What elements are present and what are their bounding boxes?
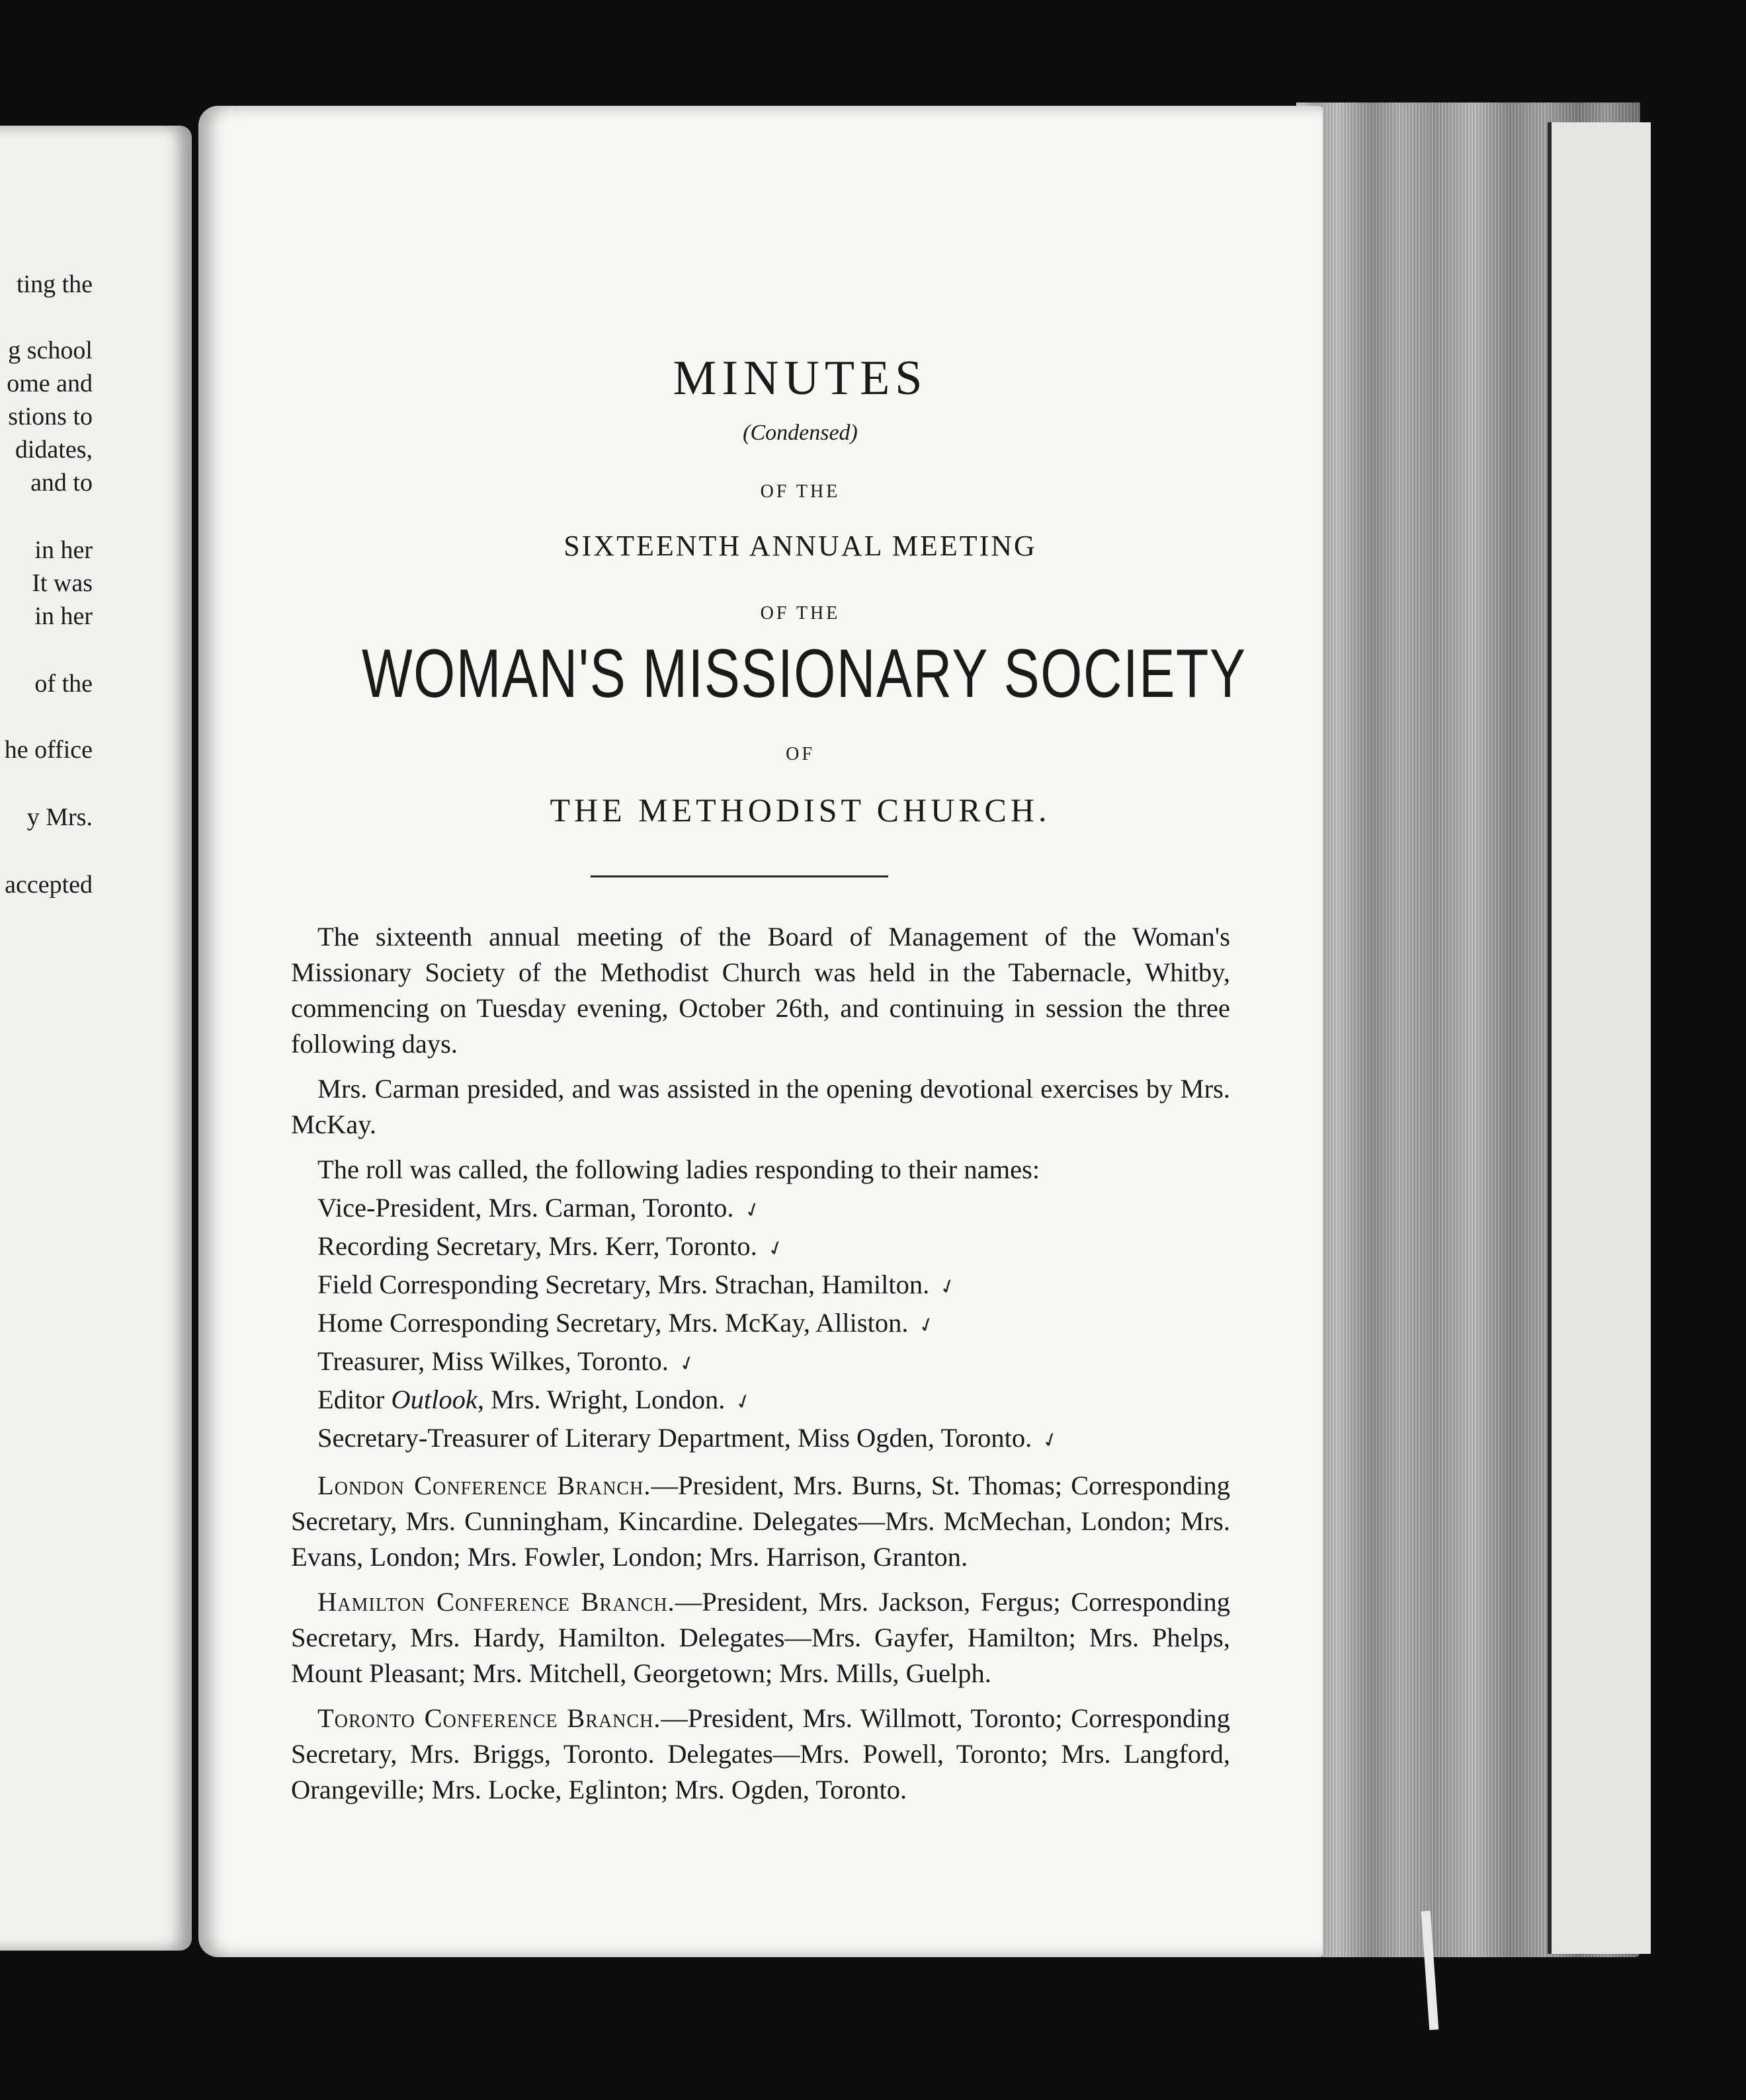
paragraph-presided: Mrs. Carman presided, and was assisted in the opening devotional exercises by Mrs. McKay. xyxy=(291,1074,1230,1139)
london-branch-heading: London Conference Branch. xyxy=(317,1471,651,1500)
left-page-line: in her xyxy=(34,536,93,564)
roll-item-text: Secretary-Treasurer of Literary Department, Miss Ogden, Toronto. xyxy=(317,1423,1032,1453)
left-facing-page xyxy=(0,126,192,1951)
left-page-line: and to xyxy=(30,469,93,497)
check-mark-icon: ✓ xyxy=(675,1350,699,1377)
roll-item-text: Vice-President, Mrs. Carman, Toronto. xyxy=(317,1193,734,1223)
paragraph-london-branch xyxy=(291,1468,1230,1575)
check-mark-icon: ✓ xyxy=(732,1389,756,1416)
roll-item xyxy=(317,1382,1230,1420)
london-branch-text: —President, Mrs. Burns, St. Thomas; Corresponding Secretary, Mrs. Cunningham, Kincardine. Delegates—Mrs. McMechan, London; Mrs. Evans, London; Mrs. Fowler, London; Mrs. Harrison, Granton. xyxy=(291,1471,1231,1572)
title-of-the: OF THE xyxy=(760,481,841,502)
left-page-line: stions to xyxy=(8,403,93,430)
left-page-line: accepted xyxy=(5,871,93,899)
title-society: WOMAN'S MISSIONARY SOCIETY xyxy=(362,635,1247,712)
check-mark-icon: ✓ xyxy=(915,1312,939,1339)
title-condensed: (Condensed) xyxy=(743,421,858,445)
paragraph-opening: The sixteenth annual meeting of the Board of Management of the Woman's Missionary Society of the Methodist Church was held in the Tabernacle, Whitby, commencing on Tuesday evening, October 26th, and continuing in session the three following days. xyxy=(291,922,1230,1059)
roll-item xyxy=(317,1420,1230,1459)
check-mark-icon: ✓ xyxy=(764,1235,788,1262)
left-page-line: he office xyxy=(4,736,93,764)
title-meeting: SIXTEENTH ANNUAL MEETING xyxy=(563,530,1037,562)
left-page-line: ome and xyxy=(7,370,93,397)
paragraph-toronto-branch xyxy=(291,1701,1230,1808)
title-of-the-2: OF THE xyxy=(760,603,841,624)
hamilton-branch-heading: Hamilton Conference Branch. xyxy=(317,1587,675,1617)
left-page-line: g school xyxy=(8,337,93,364)
roll-item-editor-prefix: Editor xyxy=(317,1385,392,1414)
left-page-line: in her xyxy=(34,602,93,630)
left-page-line: didates, xyxy=(15,436,93,464)
roll-item-editor-title: Outlook xyxy=(391,1385,478,1414)
check-mark-icon: ✓ xyxy=(936,1273,960,1301)
title-church: THE METHODIST CHURCH. xyxy=(550,791,1051,828)
toronto-branch-heading: Toronto Conference Branch. xyxy=(317,1703,661,1733)
toronto-branch-text: —President, Mrs. Willmott, Toronto; Corresponding Secretary, Mrs. Briggs, Toronto. Delegates—Mrs. Powell, Toronto; Mrs. Langford, Orangeville; Mrs. Locke, Eglinton; Mrs. Ogden, Toronto. xyxy=(291,1703,1230,1804)
check-mark-icon: ✓ xyxy=(1039,1427,1063,1454)
roll-item-text: Field Corresponding Secretary, Mrs. Strachan, Hamilton. xyxy=(317,1270,930,1299)
left-page-line: It was xyxy=(32,569,93,597)
title-rule xyxy=(591,875,888,877)
left-page-line: ting the xyxy=(16,270,93,298)
title-of: OF xyxy=(786,744,815,764)
title-minutes: MINUTES xyxy=(673,351,928,405)
left-page-line: y Mrs. xyxy=(26,803,93,831)
paragraph-hamilton-branch xyxy=(291,1584,1230,1691)
roll-item xyxy=(317,1267,1230,1305)
left-page-line: of the xyxy=(34,670,93,698)
roll-item-text: Recording Secretary, Mrs. Kerr, Toronto. xyxy=(317,1231,757,1261)
paragraph-roll-call: The roll was called, the following ladies responding to their names: xyxy=(317,1154,1040,1184)
roll-item-text: Home Corresponding Secretary, Mrs. McKay, Alliston. xyxy=(317,1308,909,1338)
minutes-body xyxy=(291,919,1230,1817)
hamilton-branch-text: —President, Mrs. Jackson, Fergus; Corresponding Secretary, Mrs. Hardy, Hamilton. Delegates—Mrs. Gayfer, Hamilton; Mrs. Phelps, Mount Pleasant; Mrs. Mitchell, Georgetown; Mrs. Mills, Guelph. xyxy=(291,1587,1230,1688)
roll-item xyxy=(317,1344,1230,1382)
roll-item xyxy=(317,1190,1230,1229)
roll-item-text: Treasurer, Miss Wilkes, Toronto. xyxy=(317,1346,669,1376)
check-mark-icon: ✓ xyxy=(741,1197,765,1224)
back-cover-board xyxy=(1548,122,1651,1954)
roll-item xyxy=(317,1229,1230,1267)
roll-item xyxy=(317,1305,1230,1344)
roll-list xyxy=(291,1190,1230,1459)
roll-item-editor-rest: , Mrs. Wright, London. xyxy=(477,1385,726,1414)
